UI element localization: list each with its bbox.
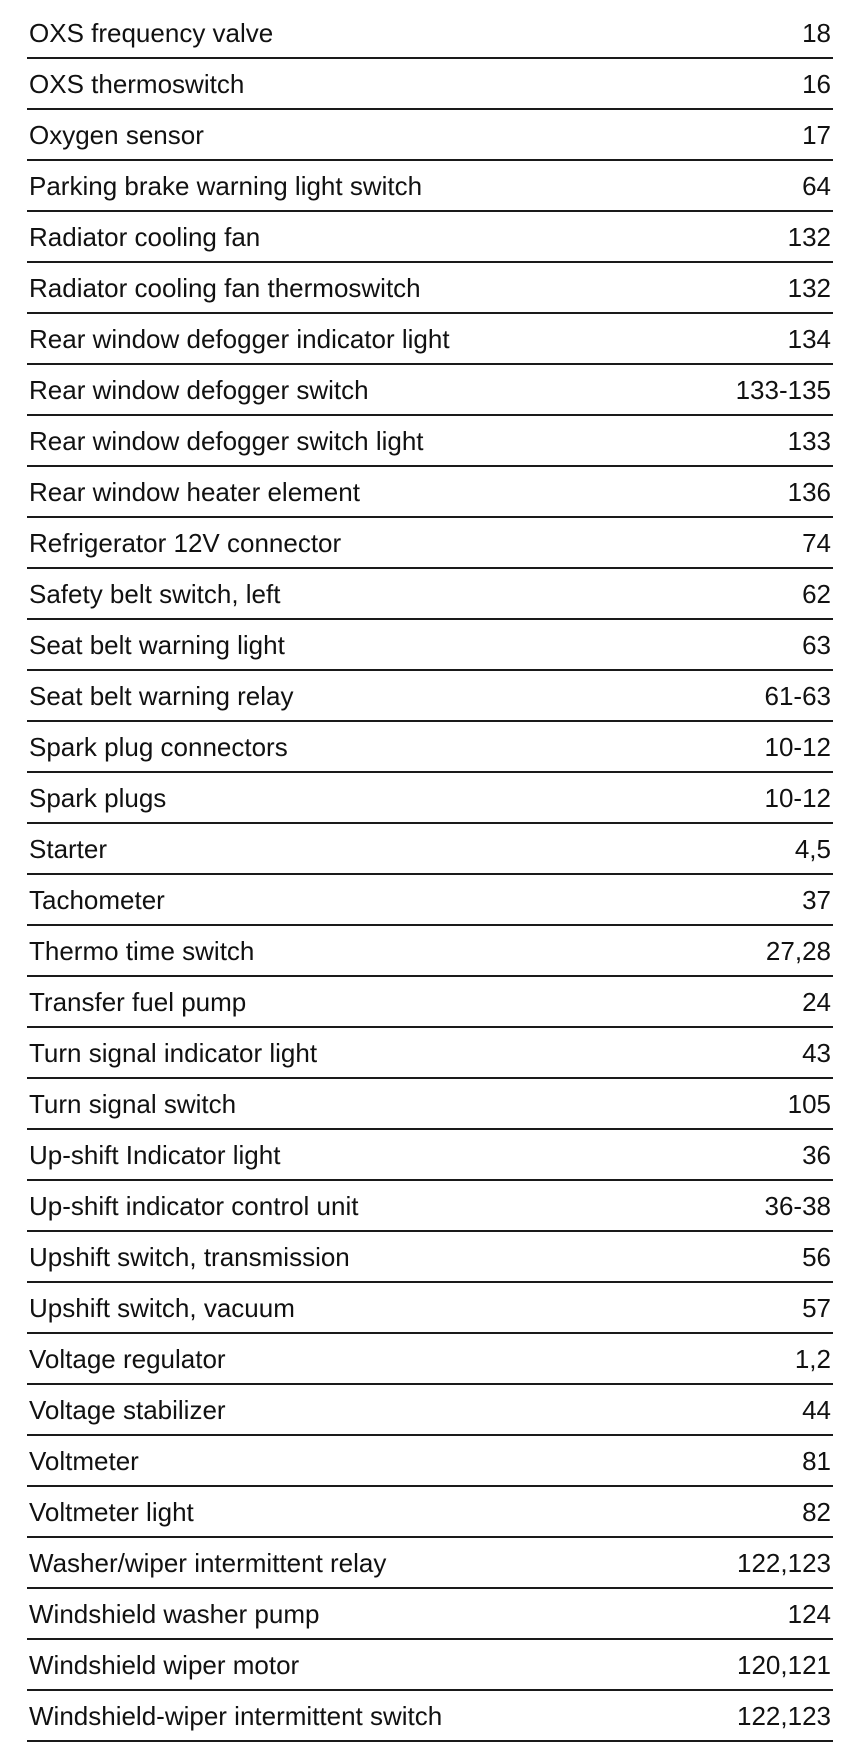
table-row — [27, 926, 833, 977]
table-row — [27, 620, 833, 671]
component-name: Spark plugs — [29, 782, 167, 813]
component-name: Turn signal indicator light — [29, 1037, 318, 1068]
component-name: Tachometer — [29, 884, 165, 915]
page-reference: 132 — [787, 221, 831, 252]
component-name: Washer/wiper intermittent relay — [29, 1547, 387, 1578]
component-name: Spark plug connectors — [29, 731, 288, 762]
page-reference: 44 — [802, 1394, 831, 1425]
page-reference: 10-12 — [764, 731, 831, 762]
component-name: Radiator cooling fan — [29, 221, 261, 252]
component-name: Refrigerator 12V connector — [29, 527, 342, 558]
component-index-table — [27, 8, 833, 1742]
page-reference: 4,5 — [794, 833, 831, 864]
page-reference: 134 — [787, 323, 831, 354]
table-row — [27, 569, 833, 620]
component-name: OXS frequency valve — [29, 17, 274, 48]
component-name: Turn signal switch — [29, 1088, 237, 1119]
table-row — [27, 1283, 833, 1334]
table-row — [27, 1691, 833, 1742]
table-row — [27, 467, 833, 518]
component-name: Up-shift indicator control unit — [29, 1190, 359, 1221]
page-reference: 133 — [787, 425, 831, 456]
component-name: Voltmeter light — [29, 1496, 194, 1527]
component-name: Rear window defogger switch light — [29, 425, 424, 456]
page-reference: 10-12 — [764, 782, 831, 813]
component-name: Seat belt warning relay — [29, 680, 294, 711]
component-name: Rear window defogger indicator light — [29, 323, 450, 354]
table-row — [27, 722, 833, 773]
page-reference: 120,121 — [737, 1649, 831, 1680]
page-reference: 64 — [802, 170, 831, 201]
table-row — [27, 314, 833, 365]
table-row — [27, 110, 833, 161]
component-name: Safety belt switch, left — [29, 578, 281, 609]
page-reference: 81 — [802, 1445, 831, 1476]
component-name: Rear window defogger switch — [29, 374, 369, 405]
component-name: Transfer fuel pump — [29, 986, 247, 1017]
table-row — [27, 365, 833, 416]
table-row — [27, 1130, 833, 1181]
page-reference: 43 — [802, 1037, 831, 1068]
table-row — [27, 773, 833, 824]
table-row — [27, 1079, 833, 1130]
table-row — [27, 1385, 833, 1436]
component-name: Radiator cooling fan thermoswitch — [29, 272, 421, 303]
page-reference: 36-38 — [764, 1190, 831, 1221]
component-name: Windshield wiper motor — [29, 1649, 300, 1680]
table-row — [27, 8, 833, 59]
table-row — [27, 1028, 833, 1079]
page-reference: 133-135 — [735, 374, 831, 405]
component-name: Upshift switch, transmission — [29, 1241, 350, 1272]
page-reference: 57 — [802, 1292, 831, 1323]
table-row — [27, 1334, 833, 1385]
table-row — [27, 977, 833, 1028]
page-reference: 62 — [802, 578, 831, 609]
component-name: Up-shift Indicator light — [29, 1139, 281, 1170]
component-name: Oxygen sensor — [29, 119, 204, 150]
table-row — [27, 671, 833, 722]
page-reference: 37 — [802, 884, 831, 915]
component-name: Voltage stabilizer — [29, 1394, 226, 1425]
page-reference: 24 — [802, 986, 831, 1017]
table-row — [27, 1232, 833, 1283]
table-row — [27, 263, 833, 314]
table-row — [27, 1436, 833, 1487]
table-row — [27, 1589, 833, 1640]
page-reference: 18 — [802, 17, 831, 48]
table-row — [27, 1640, 833, 1691]
table-row — [27, 212, 833, 263]
table-row — [27, 1487, 833, 1538]
component-name: Seat belt warning light — [29, 629, 285, 660]
page-reference: 122,123 — [737, 1547, 831, 1578]
page-reference: 61-63 — [764, 680, 831, 711]
table-row — [27, 875, 833, 926]
page-reference: 122,123 — [737, 1700, 831, 1731]
page-reference: 132 — [787, 272, 831, 303]
table-row — [27, 161, 833, 212]
component-name: Windshield-wiper intermittent switch — [29, 1700, 443, 1731]
page-reference: 27,28 — [765, 935, 831, 966]
table-row — [27, 1181, 833, 1232]
component-name: Windshield washer pump — [29, 1598, 320, 1629]
component-name: Rear window heater element — [29, 476, 360, 507]
table-row — [27, 1538, 833, 1589]
page-reference: 105 — [787, 1088, 831, 1119]
page-reference: 17 — [802, 119, 831, 150]
page-reference: 63 — [802, 629, 831, 660]
page-reference: 1,2 — [794, 1343, 831, 1374]
component-name: Thermo time switch — [29, 935, 255, 966]
component-name: Starter — [29, 833, 108, 864]
component-name: Voltage regulator — [29, 1343, 226, 1374]
component-name: Parking brake warning light switch — [29, 170, 423, 201]
page-reference: 136 — [787, 476, 831, 507]
component-name: OXS thermoswitch — [29, 68, 245, 99]
page-reference: 74 — [802, 527, 831, 558]
page-reference: 124 — [787, 1598, 831, 1629]
page-reference: 36 — [802, 1139, 831, 1170]
table-row — [27, 824, 833, 875]
table-row — [27, 518, 833, 569]
table-row — [27, 59, 833, 110]
page-reference: 56 — [802, 1241, 831, 1272]
component-name: Voltmeter — [29, 1445, 139, 1476]
page-reference: 16 — [802, 68, 831, 99]
component-name: Upshift switch, vacuum — [29, 1292, 295, 1323]
table-row — [27, 416, 833, 467]
page-reference: 82 — [802, 1496, 831, 1527]
